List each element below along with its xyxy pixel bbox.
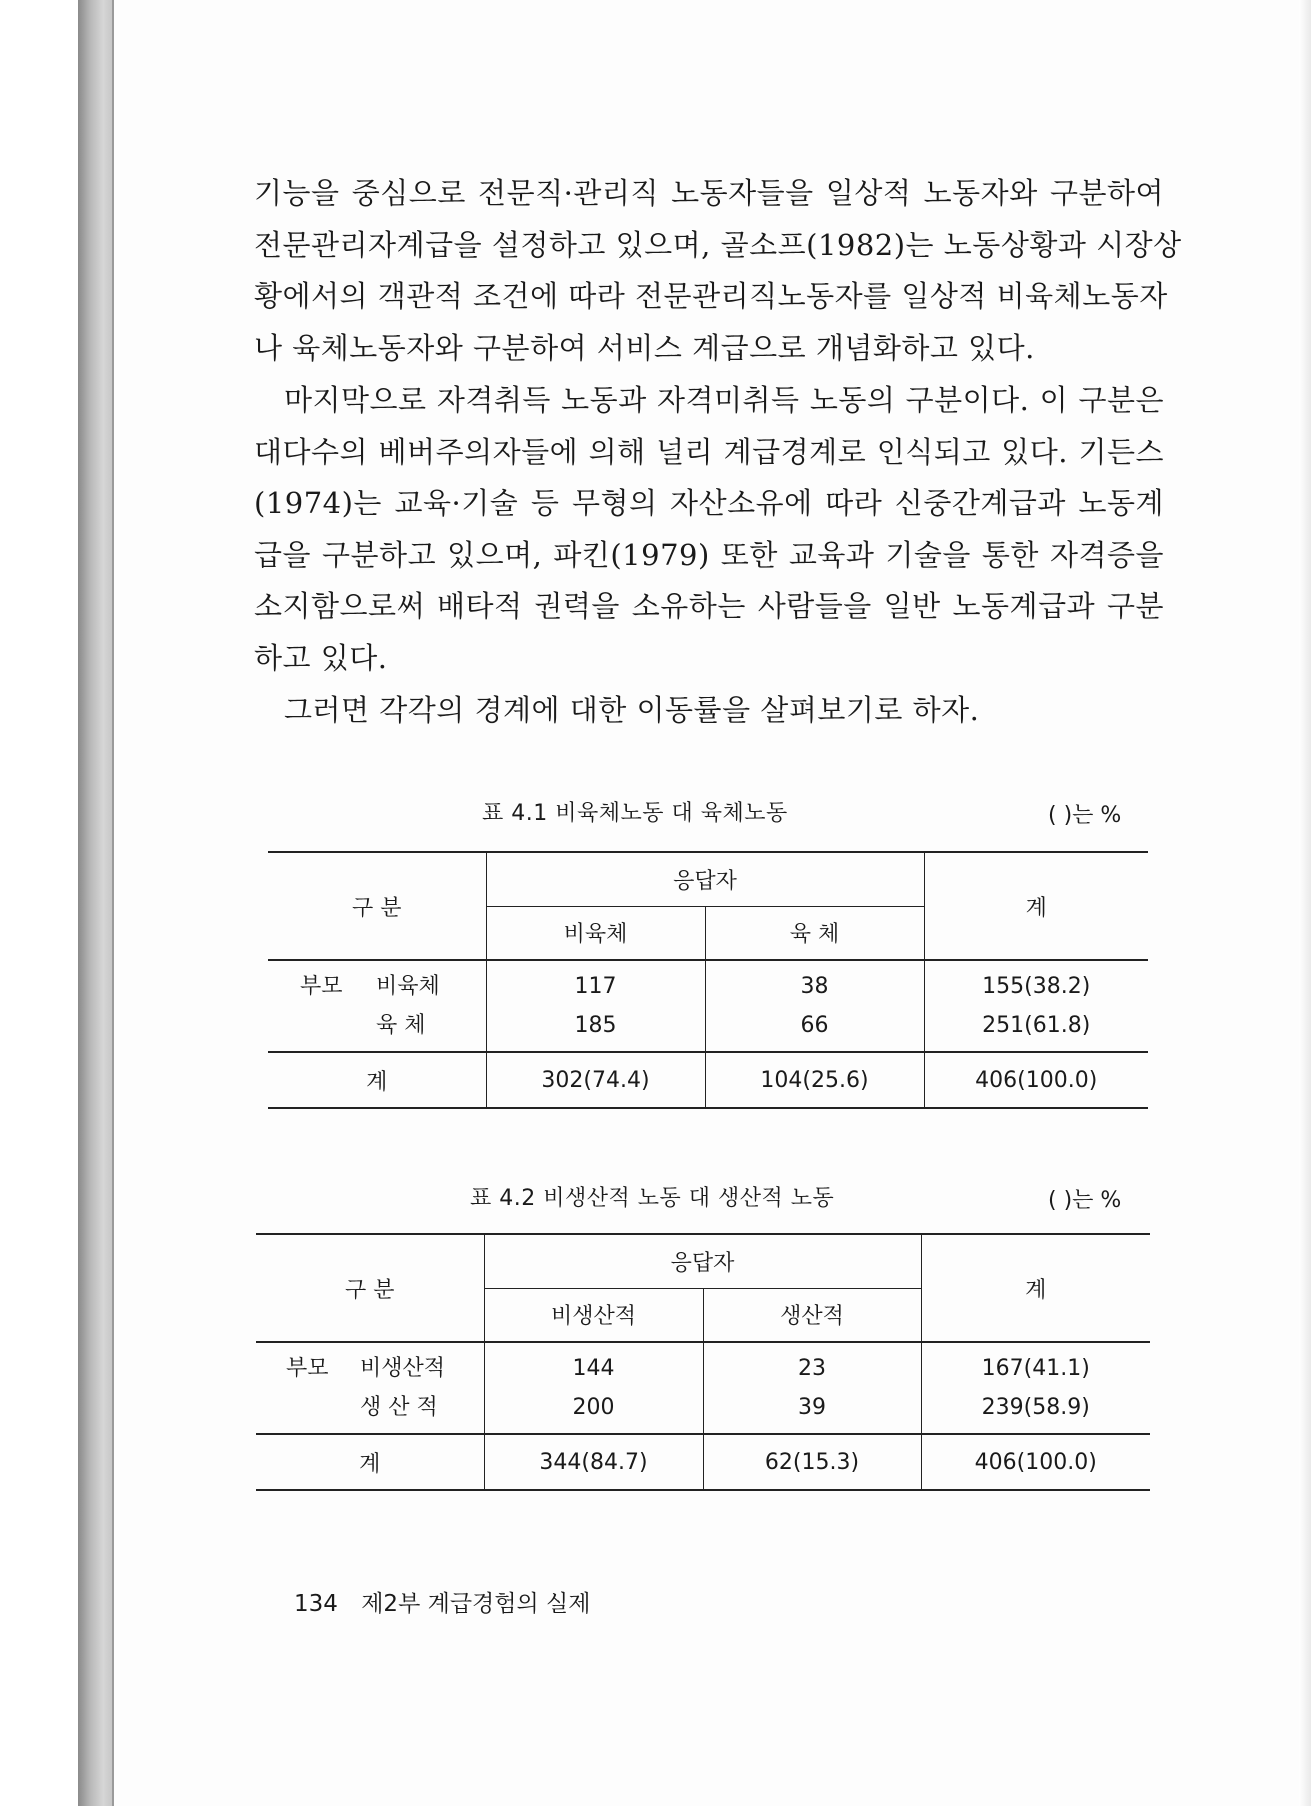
book-spine-edge <box>78 0 114 1806</box>
table-2-row-label: 비생산적 <box>360 1356 446 1381</box>
table-2-respondent-header: 응답자 <box>484 1234 921 1288</box>
table-cell: 155(38.2) <box>982 974 1091 999</box>
text-line: 소지함으로써 배타적 권력을 소유하는 사람들을 일반 노동계급과 구분 <box>254 589 1164 624</box>
table-2-sum-label: 계 <box>256 1434 484 1490</box>
table-1-col1-header: 비육체 <box>486 906 705 960</box>
table-2-row-label: 생 산 적 <box>360 1395 438 1420</box>
table-2-sum-col1: 344(84.7) <box>484 1434 703 1490</box>
table-2-col1-header: 비생산적 <box>484 1288 703 1342</box>
paragraph-1 <box>254 168 1182 374</box>
table-2-col1-cells <box>484 1342 703 1434</box>
table-cell: 66 <box>800 1013 829 1038</box>
table-2-unit: ( )는 % <box>1048 1188 1122 1213</box>
table-1-col2-cells <box>705 960 924 1052</box>
text-line: 그러면 각각의 경계에 대한 이동률을 살펴보기로 하자. <box>284 693 980 727</box>
table-cell: 38 <box>800 974 829 999</box>
table-1-col2-header: 육 체 <box>705 906 924 960</box>
table-1-row-label: 비육체 <box>376 974 440 999</box>
table-2 <box>256 1233 1150 1491</box>
paragraph-2 <box>254 375 1164 685</box>
table-1-parent-label: 부모 <box>300 974 343 999</box>
table-1 <box>268 851 1148 1109</box>
page-number: 134 <box>294 1591 338 1617</box>
table-2-sum-col2: 62(15.3) <box>703 1434 921 1490</box>
table-1-unit: ( )는 % <box>1048 803 1122 828</box>
text-line: 대다수의 베버주의자들에 의해 널리 계급경계로 인식되고 있다. 기든스 <box>254 434 1164 469</box>
table-2-total-cells <box>921 1342 1150 1434</box>
table-1-category-header: 구 분 <box>268 852 486 960</box>
section-title: 제2부 계급경험의 실제 <box>361 1591 591 1617</box>
table-1-respondent-header: 응답자 <box>486 852 924 906</box>
table-1-total-cells <box>924 960 1148 1052</box>
table-cell: 144 <box>572 1356 615 1381</box>
table-1-row-label: 육 체 <box>376 1013 426 1038</box>
table-2-parent-label: 부모 <box>286 1356 329 1381</box>
table-1-sum-total: 406(100.0) <box>924 1052 1148 1108</box>
table-cell: 251(61.8) <box>982 1013 1091 1038</box>
table-1-sum-col1: 302(74.4) <box>486 1052 705 1108</box>
table-2-col2-header: 생산적 <box>703 1288 921 1342</box>
table-1-col1-cells <box>486 960 705 1052</box>
text-line: 나 육체노동자와 구분하여 서비스 계급으로 개념화하고 있다. <box>254 330 1035 365</box>
table-cell: 39 <box>798 1395 826 1420</box>
table-cell: 117 <box>574 974 617 999</box>
page-footer <box>294 1585 590 1618</box>
table-2-caption: 표 4.2 비생산적 노동 대 생산적 노동 <box>470 1186 835 1211</box>
paragraph-3 <box>254 685 1164 737</box>
table-2-col2-cells <box>703 1342 921 1434</box>
text-line: 황에서의 객관적 조건에 따라 전문관리직노동자를 일상적 비육체노동자 <box>254 279 1168 314</box>
text-line: (1974)는 교육·기술 등 무형의 자산소유에 따라 신중간계급과 노동계 <box>254 486 1164 521</box>
table-1-total-header: 계 <box>924 852 1148 960</box>
text-line: 전문관리자계급을 설정하고 있으며, 골소프(1982)는 노동상황과 시장상 <box>254 227 1182 262</box>
text-line: 기능을 중심으로 전문직·관리직 노동자들을 일상적 노동자와 구분하여 <box>254 176 1164 210</box>
table-2-row-labels <box>256 1342 484 1434</box>
table-1-sum-label: 계 <box>268 1052 486 1108</box>
table-2-category-header: 구 분 <box>256 1234 484 1342</box>
table-1-caption: 표 4.1 비육체노동 대 육체노동 <box>482 801 788 826</box>
table-cell: 185 <box>574 1013 617 1038</box>
table-cell: 23 <box>798 1356 826 1381</box>
table-1-sum-col2: 104(25.6) <box>705 1052 924 1108</box>
text-line: 마지막으로 자격취득 노동과 자격미취득 노동의 구분이다. 이 구분은 <box>284 383 1164 417</box>
table-1-row-labels <box>268 960 486 1052</box>
table-2-sum-total: 406(100.0) <box>921 1434 1150 1490</box>
table-2-total-header: 계 <box>921 1234 1150 1342</box>
text-line: 하고 있다. <box>254 640 388 675</box>
page-shadow <box>1299 0 1311 1806</box>
table-cell: 167(41.1) <box>981 1356 1090 1381</box>
text-line: 급을 구분하고 있으며, 파킨(1979) 또한 교육과 기술을 통한 자격증을 <box>254 537 1164 572</box>
table-cell: 200 <box>572 1395 615 1420</box>
table-cell: 239(58.9) <box>981 1395 1090 1420</box>
